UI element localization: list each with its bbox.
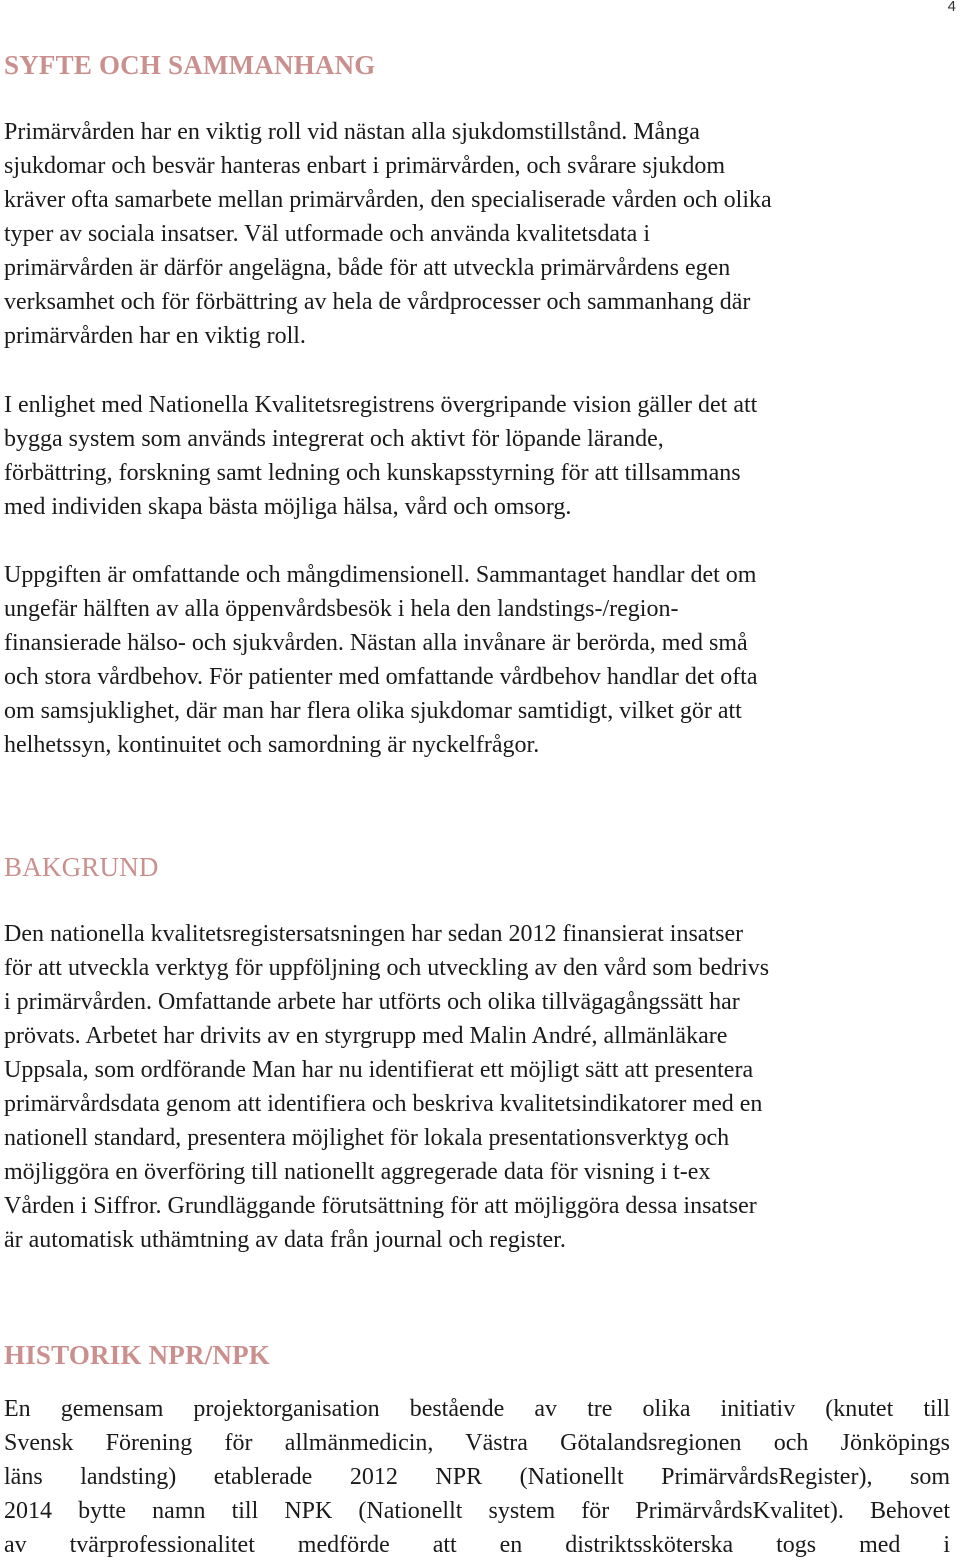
text-line: om samsjuklighet, där man har flera olika sjukdomar samtidigt, vilket gör att bbox=[4, 698, 742, 724]
text-line: primärvårdsdata genom att identifiera och beskriva kvalitetsindikatorer med en bbox=[4, 1091, 763, 1117]
text-line: kräver ofta samarbete mellan primärvården, den specialiserade vården och olika bbox=[4, 187, 772, 213]
text-line: Vården i Siffror. Grundläggande förutsättning för att möjliggöra dessa insatser bbox=[4, 1193, 757, 1219]
text-line: Den nationella kvalitetsregistersatsningen har sedan 2012 finansierat insatser bbox=[4, 921, 744, 947]
text-line: primärvården är därför angelägna, både för att utveckla primärvårdens egen bbox=[4, 255, 731, 281]
text-line: Primärvården har en viktig roll vid nästan alla sjukdomstillstånd. Många bbox=[4, 119, 700, 145]
text-line: Uppsala, som ordförande Man har nu identifierat ett möjligt sätt att presentera bbox=[4, 1057, 754, 1083]
text-line: typer av sociala insatser. Väl utformade och använda kvalitetsdata i bbox=[4, 221, 650, 247]
text-line: läns landsting) etablerade 2012 NPR (Nationellt PrimärvårdsRegister), som bbox=[4, 1464, 950, 1490]
text-line: prövats. Arbetet har drivits av en styrgrupp med Malin André, allmänläkare bbox=[4, 1023, 728, 1049]
text-line: Uppgiften är omfattande och mångdimensionell. Sammantaget handlar det om bbox=[4, 562, 757, 588]
text-line: förbättring, forskning samt ledning och kunskapsstyrning för att tillsammans bbox=[4, 460, 741, 486]
text-line: i primärvården. Omfattande arbete har utförts och olika tillvägagångssätt har bbox=[4, 989, 740, 1015]
paragraph-historik-1 bbox=[4, 1392, 950, 1562]
section-heading-historik: HISTORIK NPR/NPK bbox=[4, 1340, 270, 1370]
paragraph-syfte-3 bbox=[4, 558, 950, 762]
text-line: En gemensam projektorganisation bestående av tre olika initiativ (knutet till bbox=[4, 1396, 950, 1422]
text-line: och stora vårdbehov. För patienter med omfattande vårdbehov handlar det ofta bbox=[4, 664, 758, 690]
text-line: finansierade hälso- och sjukvården. Nästan alla invånare är berörda, med små bbox=[4, 630, 748, 656]
text-line: verksamhet och för förbättring av hela de vårdprocesser och sammanhang där bbox=[4, 289, 751, 315]
text-line: 2014 bytte namn till NPK (Nationellt system för PrimärvårdsKvalitet). Behovet bbox=[4, 1498, 950, 1524]
text-line: Svensk Förening för allmänmedicin, Västra Götalandsregionen och Jönköpings bbox=[4, 1430, 950, 1456]
section-heading-syfte: SYFTE OCH SAMMANHANG bbox=[4, 50, 376, 80]
text-line: ungefär hälften av alla öppenvårdsbesök i hela den landstings-/region- bbox=[4, 596, 679, 622]
text-line: av tvärprofessionalitet medförde att en distriktssköterska togs med i bbox=[4, 1532, 950, 1558]
paragraph-bakgrund-1 bbox=[4, 917, 950, 1257]
text-line: helhetssyn, kontinuitet och samordning är nyckelfrågor. bbox=[4, 732, 540, 758]
text-line: bygga system som används integrerat och aktivt för löpande lärande, bbox=[4, 426, 664, 452]
text-line: med individen skapa bästa möjliga hälsa, vård och omsorg. bbox=[4, 494, 572, 520]
page-number: 4 bbox=[947, 0, 956, 15]
text-line: I enlighet med Nationella Kvalitetsregistrens övergripande vision gäller det att bbox=[4, 392, 758, 418]
paragraph-syfte-1 bbox=[4, 115, 950, 353]
text-line: möjliggöra en överföring till nationellt aggregerade data för visning i t-ex bbox=[4, 1159, 711, 1185]
paragraph-syfte-2 bbox=[4, 388, 950, 524]
section-heading-bakgrund: BAKGRUND bbox=[4, 852, 159, 882]
text-line: för att utveckla verktyg för uppföljning och utveckling av den vård som bedrivs bbox=[4, 955, 770, 981]
text-line: sjukdomar och besvär hanteras enbart i primärvården, och svårare sjukdom bbox=[4, 153, 726, 179]
text-line: primärvården har en viktig roll. bbox=[4, 323, 306, 349]
text-line: nationell standard, presentera möjlighet för lokala presentationsverktyg och bbox=[4, 1125, 730, 1151]
text-line: är automatisk uthämtning av data från journal och register. bbox=[4, 1227, 566, 1253]
